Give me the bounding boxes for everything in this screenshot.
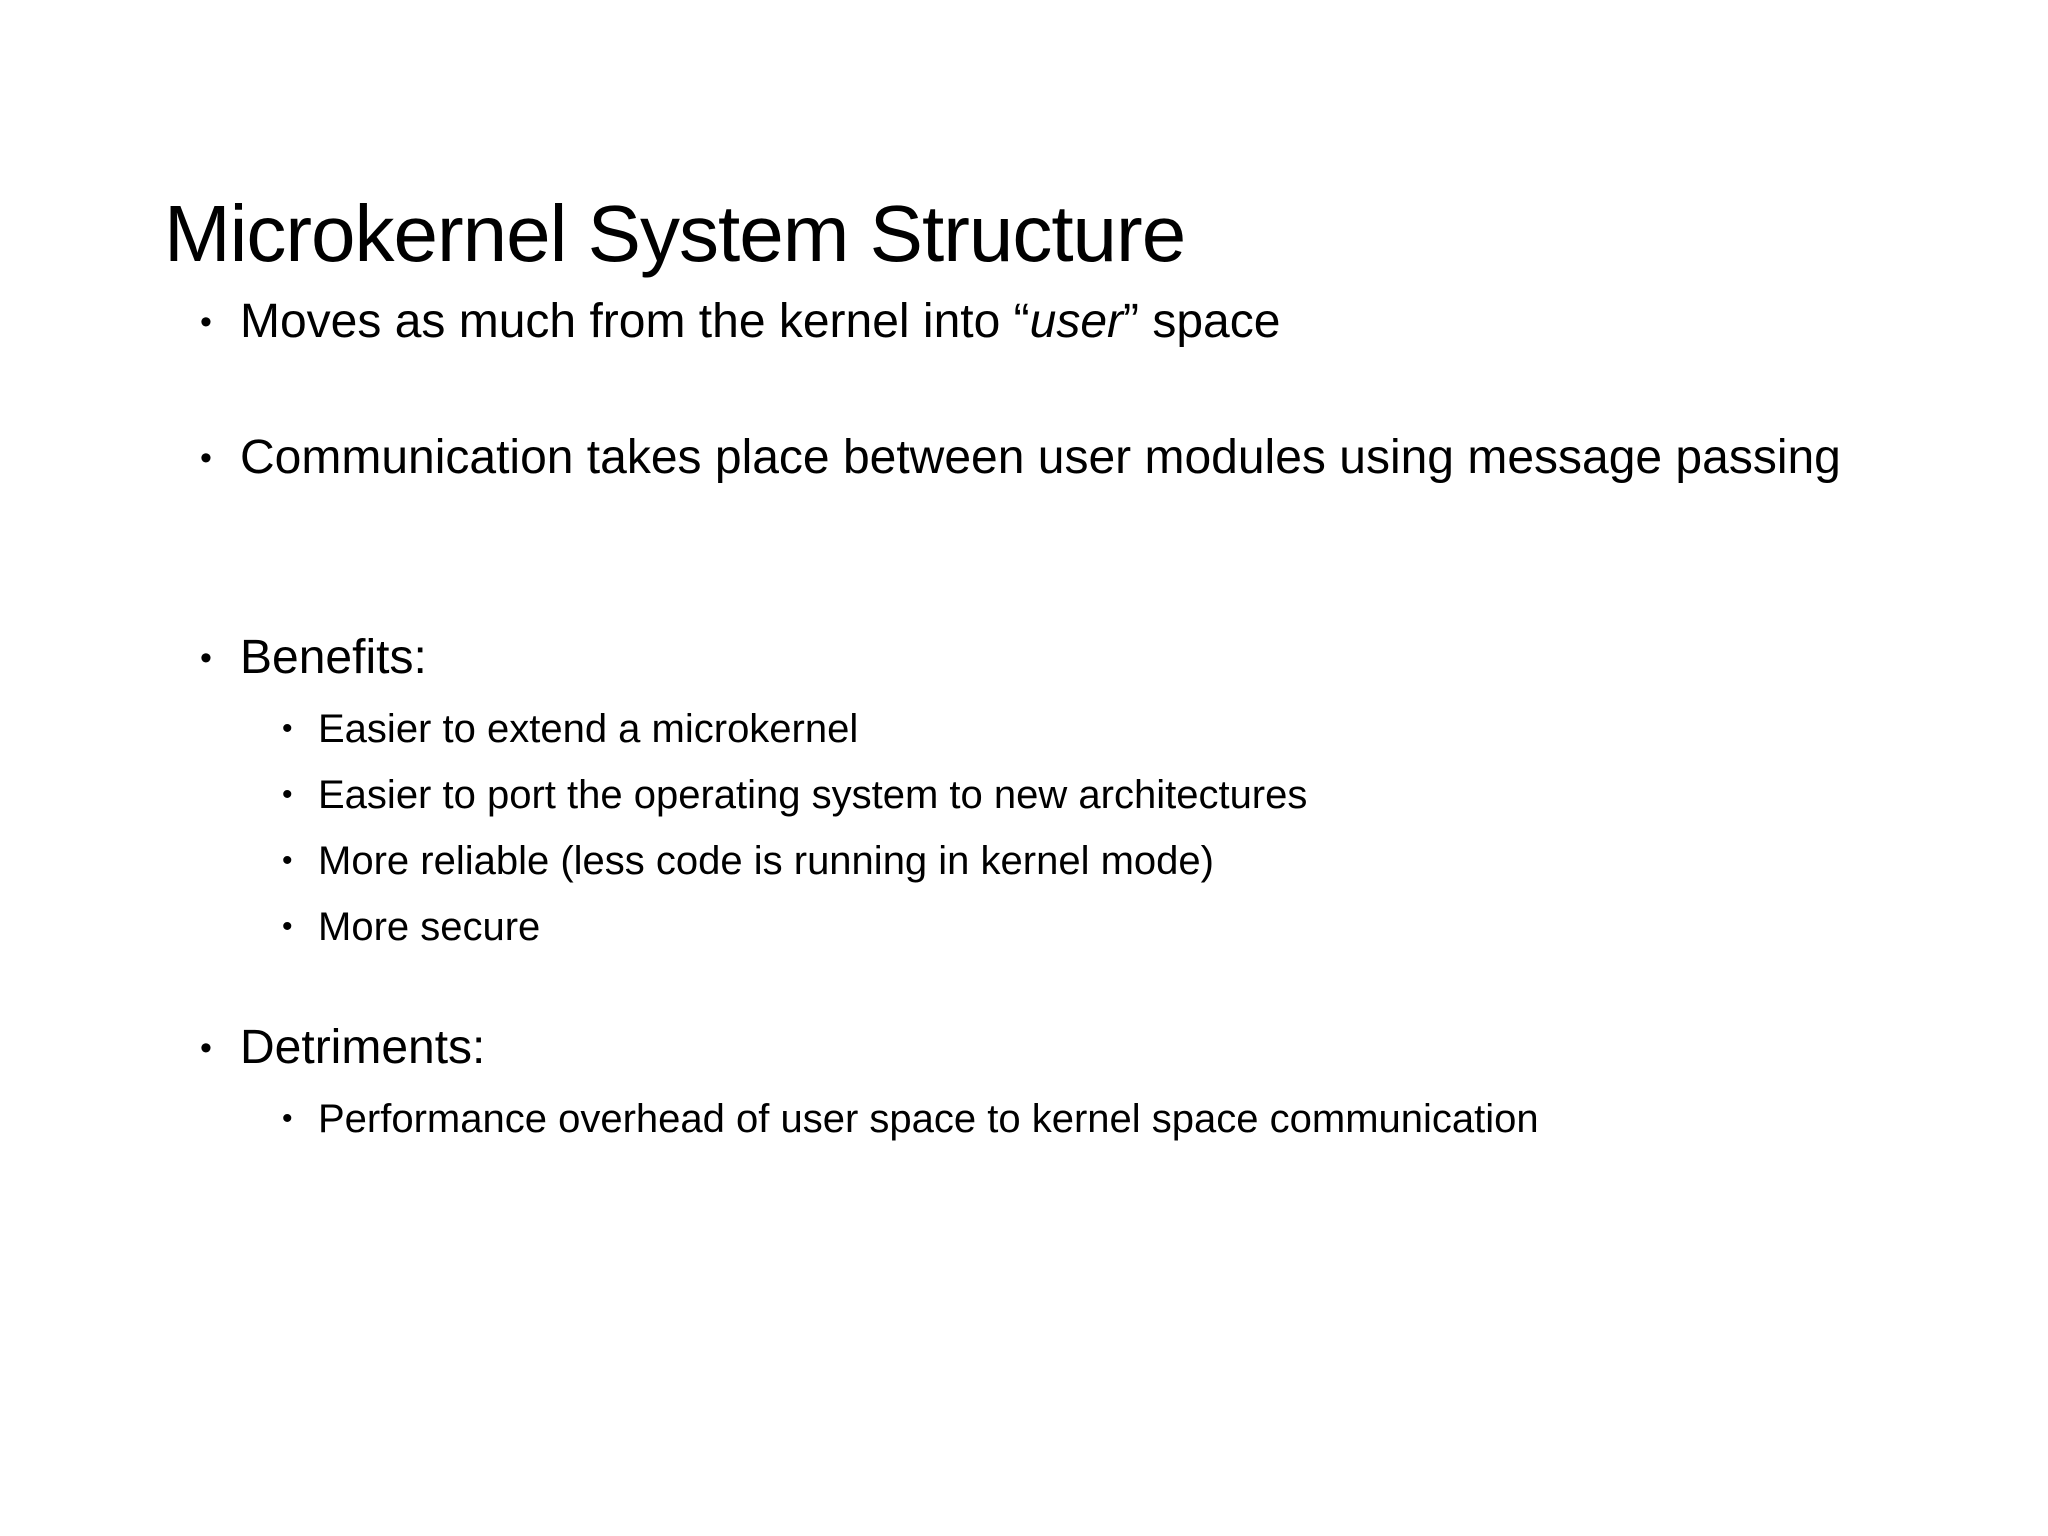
- bullet-text-before: Moves as much from the kernel into “: [240, 295, 1030, 348]
- bullet-item-kernel-to-user: [200, 290, 1960, 354]
- bullet-dot: •: [200, 303, 212, 341]
- bullet-text: Detriments:: [240, 1021, 486, 1074]
- bullet-text-after: ” space: [1123, 295, 1281, 348]
- bullet-text: Benefits:: [240, 631, 427, 684]
- bullet-item-communication: [200, 426, 1960, 490]
- bullet-item-benefits: [200, 626, 1960, 690]
- bullet-dot: •: [282, 844, 293, 877]
- sub-bullet-item: [282, 702, 859, 756]
- bullet-dot: •: [282, 910, 293, 943]
- bullet-dot: •: [200, 439, 212, 477]
- bullet-dot: •: [282, 778, 293, 811]
- bullet-item-detriments: [200, 1016, 1960, 1080]
- sub-bullet-text: More secure: [318, 905, 541, 949]
- sub-bullet-item: [282, 834, 1214, 888]
- bullet-text-emphasis: user: [1029, 295, 1124, 348]
- sub-bullet-item: [282, 1092, 1539, 1146]
- sub-bullet-item: [282, 768, 1308, 822]
- bullet-dot: •: [200, 1029, 212, 1067]
- sub-bullet-text: Performance overhead of user space to kernel space communication: [318, 1097, 1539, 1141]
- sub-bullet-item: [282, 900, 541, 954]
- sub-bullet-text: Easier to extend a microkernel: [318, 707, 859, 751]
- sub-bullet-text: More reliable (less code is running in kernel mode): [318, 839, 1214, 883]
- bullet-text: Communication takes place between user modules using message passing: [240, 431, 1841, 484]
- slide-title: Microkernel System Structure: [164, 189, 1186, 278]
- bullet-dot: •: [282, 1102, 293, 1135]
- sub-bullet-text: Easier to port the operating system to new architectures: [318, 773, 1308, 817]
- bullet-dot: •: [282, 712, 293, 745]
- bullet-dot: •: [200, 639, 212, 677]
